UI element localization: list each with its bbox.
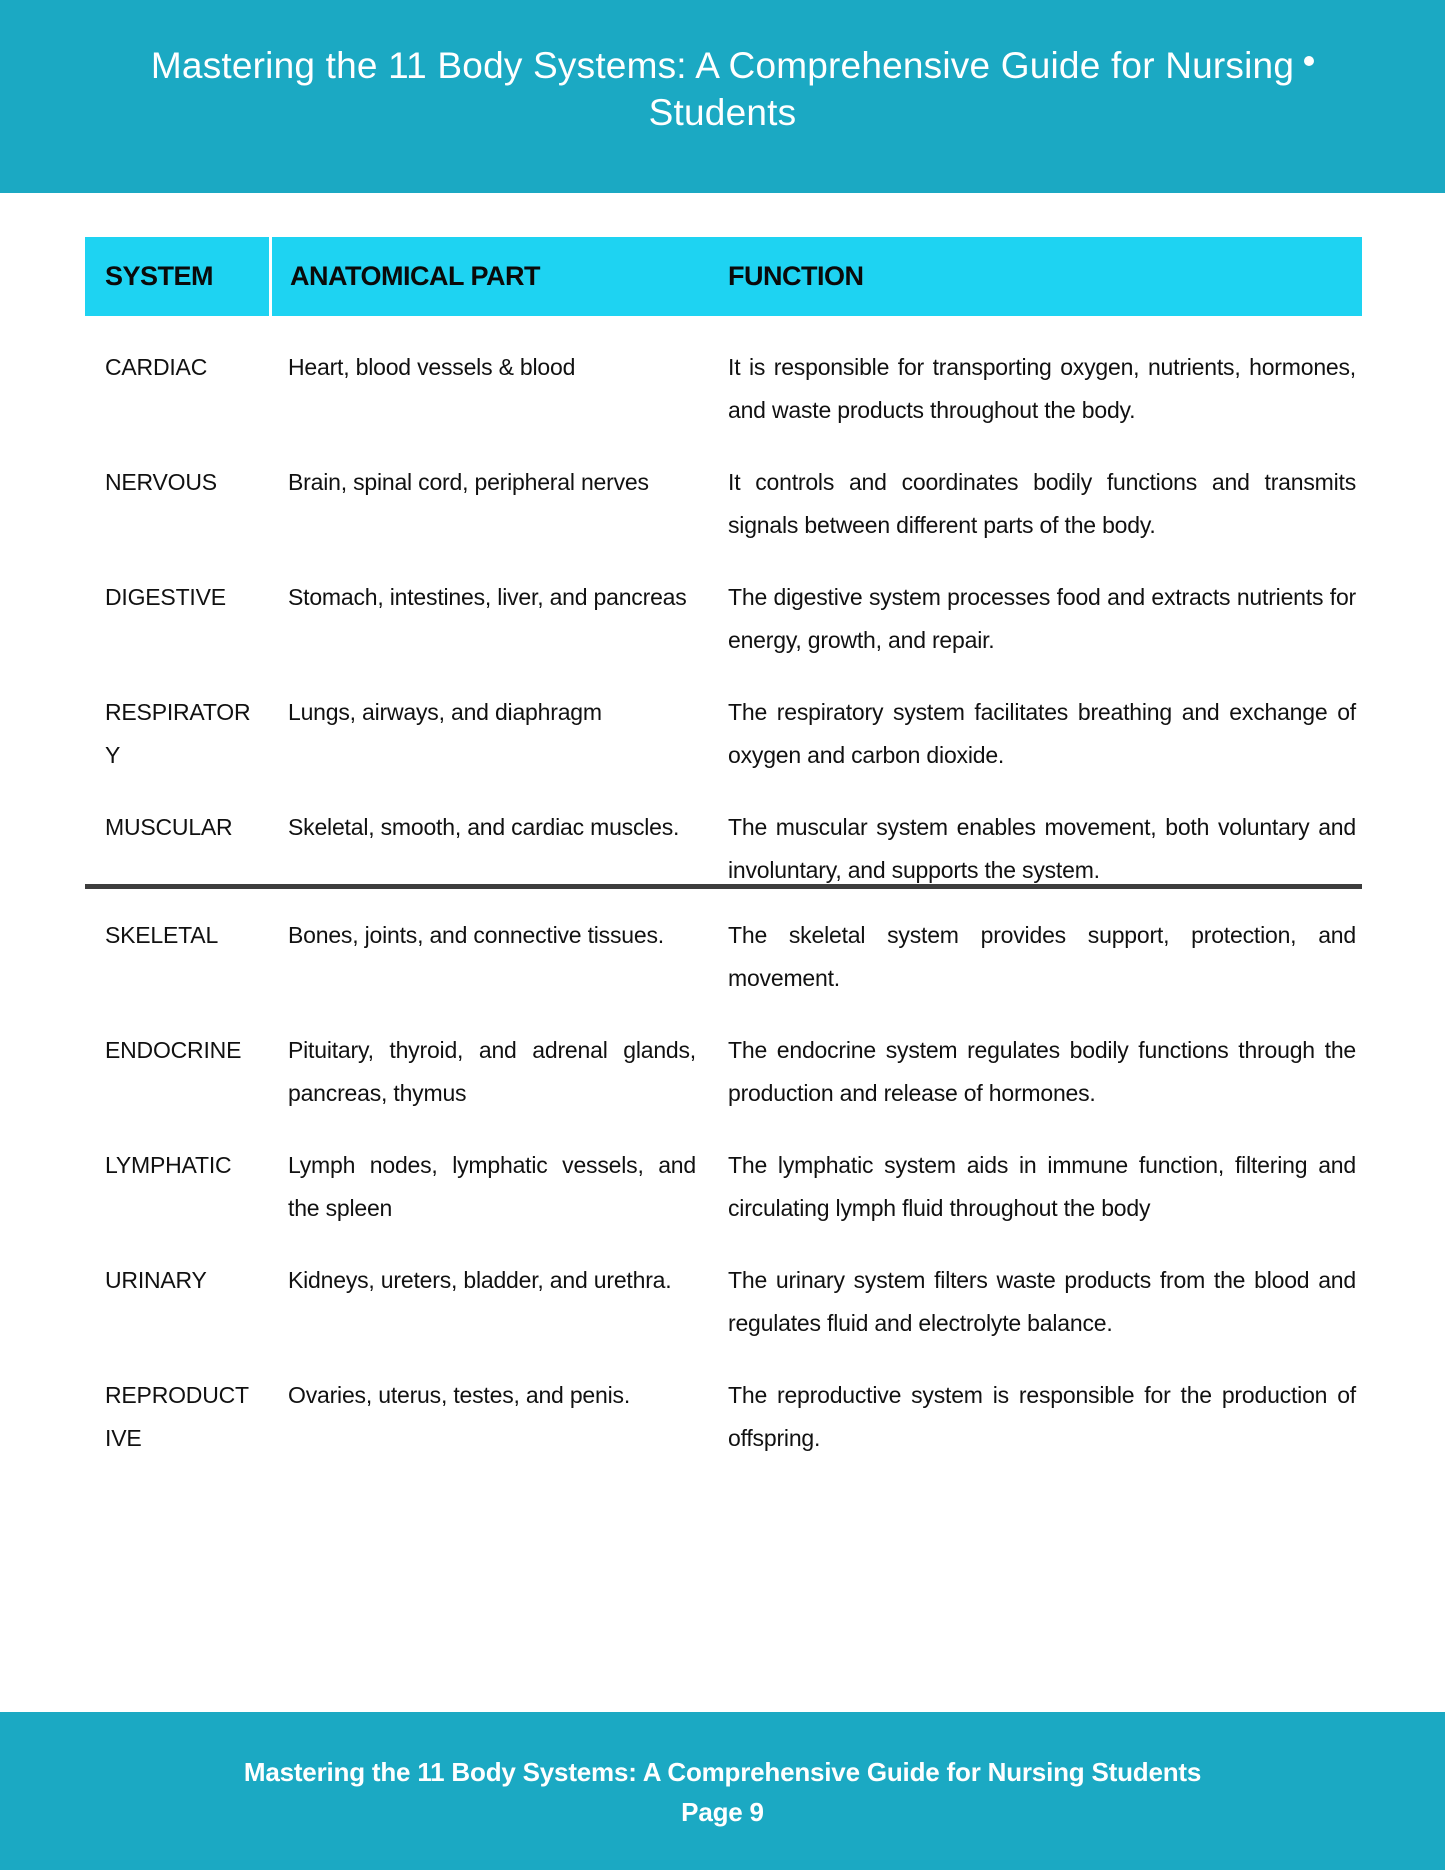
system-cell: REPRODUCTIVE — [105, 1382, 249, 1451]
system-cell: LYMPHATIC — [105, 1152, 232, 1178]
anatomical-part-cell: Pituitary, thyroid, and adrenal glands, pancreas, thymus — [288, 1037, 696, 1106]
body-systems-table — [85, 237, 1362, 1489]
header-banner — [0, 0, 1445, 193]
system-cell: CARDIAC — [105, 354, 208, 380]
system-cell: SKELETAL — [105, 922, 219, 948]
page-title: Mastering the 11 Body Systems: A Comprehensive Guide for Nursing Students — [150, 45, 1295, 133]
system-cell: ENDOCRINE — [105, 1037, 242, 1063]
anatomical-part-cell: Lungs, airways, and diaphragm — [288, 699, 602, 725]
white-dot-artifact — [1304, 56, 1314, 66]
system-cell: URINARY — [105, 1267, 207, 1293]
function-cell: The endocrine system regulates bodily functions through the production and release of hormones. — [728, 1037, 1356, 1106]
anatomical-part-cell: Brain, spinal cord, peripheral nerves — [288, 469, 649, 495]
anatomical-part-cell: Heart, blood vessels & blood — [288, 354, 576, 380]
anatomical-part-cell: Stomach, intestines, liver, and pancreas — [288, 584, 687, 610]
footer-banner — [0, 1712, 1445, 1870]
function-cell: It is responsible for transporting oxygen, nutrients, hormones, and waste products throughout the body. — [728, 354, 1356, 423]
system-cell: MUSCULAR — [105, 814, 233, 840]
anatomical-part-cell: Ovaries, uterus, testes, and penis. — [288, 1382, 631, 1408]
system-cell: NERVOUS — [105, 469, 217, 495]
column-header-function: FUNCTION — [728, 261, 864, 291]
table-row-lymphatic — [85, 1144, 1362, 1230]
table-row-endocrine — [85, 1029, 1362, 1115]
table-row-cardiac — [85, 346, 1362, 432]
function-cell: The urinary system filters waste products from the blood and regulates fluid and electrolyte balance. — [728, 1267, 1356, 1336]
table-row-nervous — [85, 461, 1362, 547]
function-cell: It controls and coordinates bodily functions and transmits signals between different parts of the body. — [728, 469, 1356, 538]
function-cell: The digestive system processes food and extracts nutrients for energy, growth, and repair. — [728, 584, 1356, 653]
footer-title: Mastering the 11 Body Systems: A Comprehensive Guide for Nursing Students — [243, 1757, 1202, 1787]
column-header-system: SYSTEM — [85, 237, 272, 316]
column-header-anatomical-part: ANATOMICAL PART — [290, 261, 540, 291]
table-header-row — [85, 237, 1362, 316]
table-row-urinary — [85, 1259, 1362, 1345]
table-row-skeletal — [85, 914, 1362, 1000]
anatomical-part-cell: Lymph nodes, lymphatic vessels, and the spleen — [288, 1152, 696, 1221]
system-cell: RESPIRATORY — [105, 699, 251, 768]
function-cell: The respiratory system facilitates breathing and exchange of oxygen and carbon dioxide. — [728, 699, 1356, 768]
function-cell: The reproductive system is responsible for the production of offspring. — [728, 1382, 1356, 1451]
table-row-muscular — [85, 806, 1362, 892]
table-row-reproductive — [85, 1374, 1362, 1460]
table-row-respiratory — [85, 691, 1362, 777]
table-row-digestive — [85, 576, 1362, 662]
table-body — [85, 316, 1362, 1460]
anatomical-part-cell: Skeletal, smooth, and cardiac muscles. — [288, 814, 680, 840]
system-cell: DIGESTIVE — [105, 584, 226, 610]
anatomical-part-cell: Kidneys, ureters, bladder, and urethra. — [288, 1267, 672, 1293]
anatomical-part-cell: Bones, joints, and connective tissues. — [288, 922, 664, 948]
function-cell: The skeletal system provides support, protection, and movement. — [728, 922, 1356, 991]
function-cell: The lymphatic system aids in immune function, filtering and circulating lymph fluid throughout the body — [728, 1152, 1356, 1221]
footer-page-number: Page 9 — [681, 1797, 764, 1827]
function-cell: The muscular system enables movement, both voluntary and involuntary, and supports the system. — [728, 814, 1356, 883]
